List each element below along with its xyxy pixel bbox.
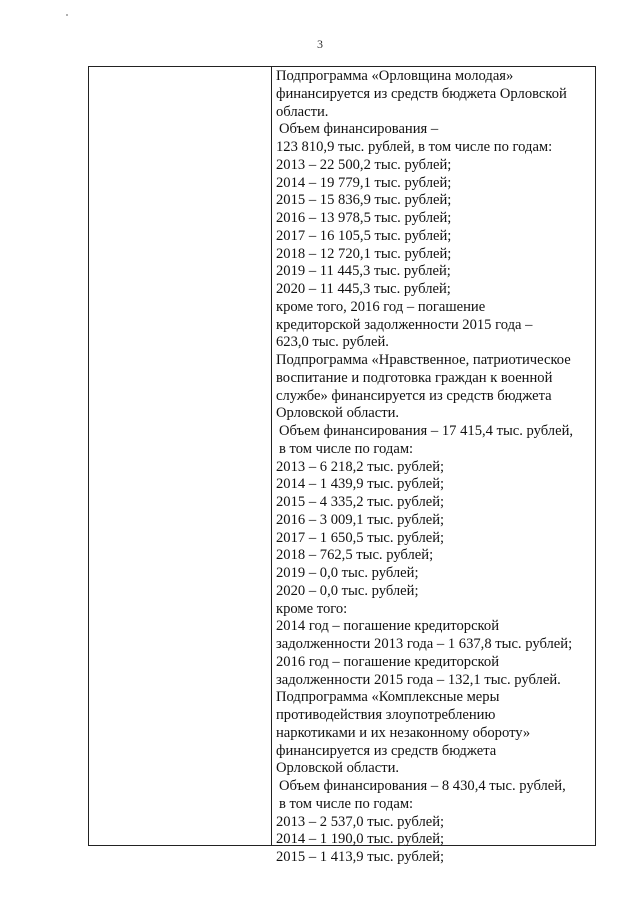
document-table	[88, 66, 596, 865]
text-line: задолженности 2013 года – 1 637,8 тыс. рублей;	[276, 636, 573, 652]
text-line: 2018 – 12 720,1 тыс. рублей;	[276, 245, 452, 262]
column-divider	[271, 67, 272, 845]
page-number: 3	[317, 37, 323, 51]
text-line: в том числе по годам:	[279, 795, 414, 812]
text-line: 623,0 тыс. рублей.	[276, 334, 389, 351]
text-line: 2014 – 19 779,1 тыс. рублей;	[276, 174, 452, 191]
text-line: Подпрограмма «Нравственное, патриотическое	[276, 352, 571, 368]
text-line: 2017 – 1 650,5 тыс. рублей;	[276, 529, 445, 546]
text-line: 2015 – 15 836,9 тыс. рублей;	[276, 192, 452, 209]
text-line: 2018 – 762,5 тыс. рублей;	[276, 547, 434, 564]
text-line: Подпрограмма «Комплексные меры	[276, 689, 500, 706]
text-line: Объем финансирования –	[279, 121, 439, 138]
text-line: Орловской области.	[276, 405, 400, 422]
text-line: 2015 – 1 413,9 тыс. рублей;	[276, 849, 445, 865]
text-line: финансируется из средств бюджета Орловской	[276, 85, 567, 102]
text-line: 2014 год – погашение кредиторской	[276, 618, 500, 635]
text-line: области.	[276, 103, 329, 120]
text-line: воспитание и подготовка граждан к военной	[276, 369, 553, 386]
text-line: наркотиками и их незаконному обороту»	[276, 724, 531, 741]
scan-speck	[66, 14, 68, 16]
text-line: кредиторской задолженности 2015 года –	[276, 316, 533, 333]
text-line: 2013 – 22 500,2 тыс. рублей;	[276, 156, 452, 173]
text-line: 2016 год – погашение кредиторской	[276, 653, 500, 670]
text-line: противодействия злоупотреблению	[276, 707, 496, 723]
text-line: 2020 – 0,0 тыс. рублей;	[276, 582, 419, 599]
text-line: 2020 – 11 445,3 тыс. рублей;	[276, 281, 451, 297]
text-line: 2013 – 2 537,0 тыс. рублей;	[276, 813, 445, 830]
text-line: Орловской области.	[276, 760, 400, 777]
text-line: задолженности 2015 года – 132,1 тыс. рублей.	[276, 671, 561, 688]
text-line: Объем финансирования – 8 430,4 тыс. рублей,	[279, 778, 566, 794]
text-line: 2015 – 4 335,2 тыс. рублей;	[276, 494, 445, 510]
text-line: 123 810,9 тыс. рублей, в том числе по годам:	[276, 139, 553, 155]
text-line: 2017 – 16 105,5 тыс. рублей;	[276, 227, 452, 244]
text-line: 2014 – 1 439,9 тыс. рублей;	[276, 476, 445, 493]
text-line: службе» финансируется из средств бюджета	[276, 387, 552, 404]
text-line: кроме того, 2016 год – погашение	[276, 298, 486, 315]
text-line: в том числе по годам:	[279, 440, 414, 457]
text-line: 2019 – 0,0 тыс. рублей;	[276, 565, 419, 581]
text-line: Подпрограмма «Орловщина молодая»	[276, 68, 514, 84]
text-line: финансируется из средств бюджета	[276, 742, 497, 759]
text-line: 2013 – 6 218,2 тыс. рублей;	[276, 458, 445, 475]
table-right-cell	[276, 68, 596, 867]
text-line: 2016 – 3 009,1 тыс. рублей;	[276, 511, 445, 528]
text-line: 2016 – 13 978,5 тыс. рублей;	[276, 210, 452, 226]
text-line: кроме того:	[276, 600, 348, 617]
text-line: Объем финансирования – 17 415,4 тыс. рублей,	[279, 423, 574, 439]
text-line: 2014 – 1 190,0 тыс. рублей;	[276, 831, 445, 848]
text-line: 2019 – 11 445,3 тыс. рублей;	[276, 263, 451, 280]
